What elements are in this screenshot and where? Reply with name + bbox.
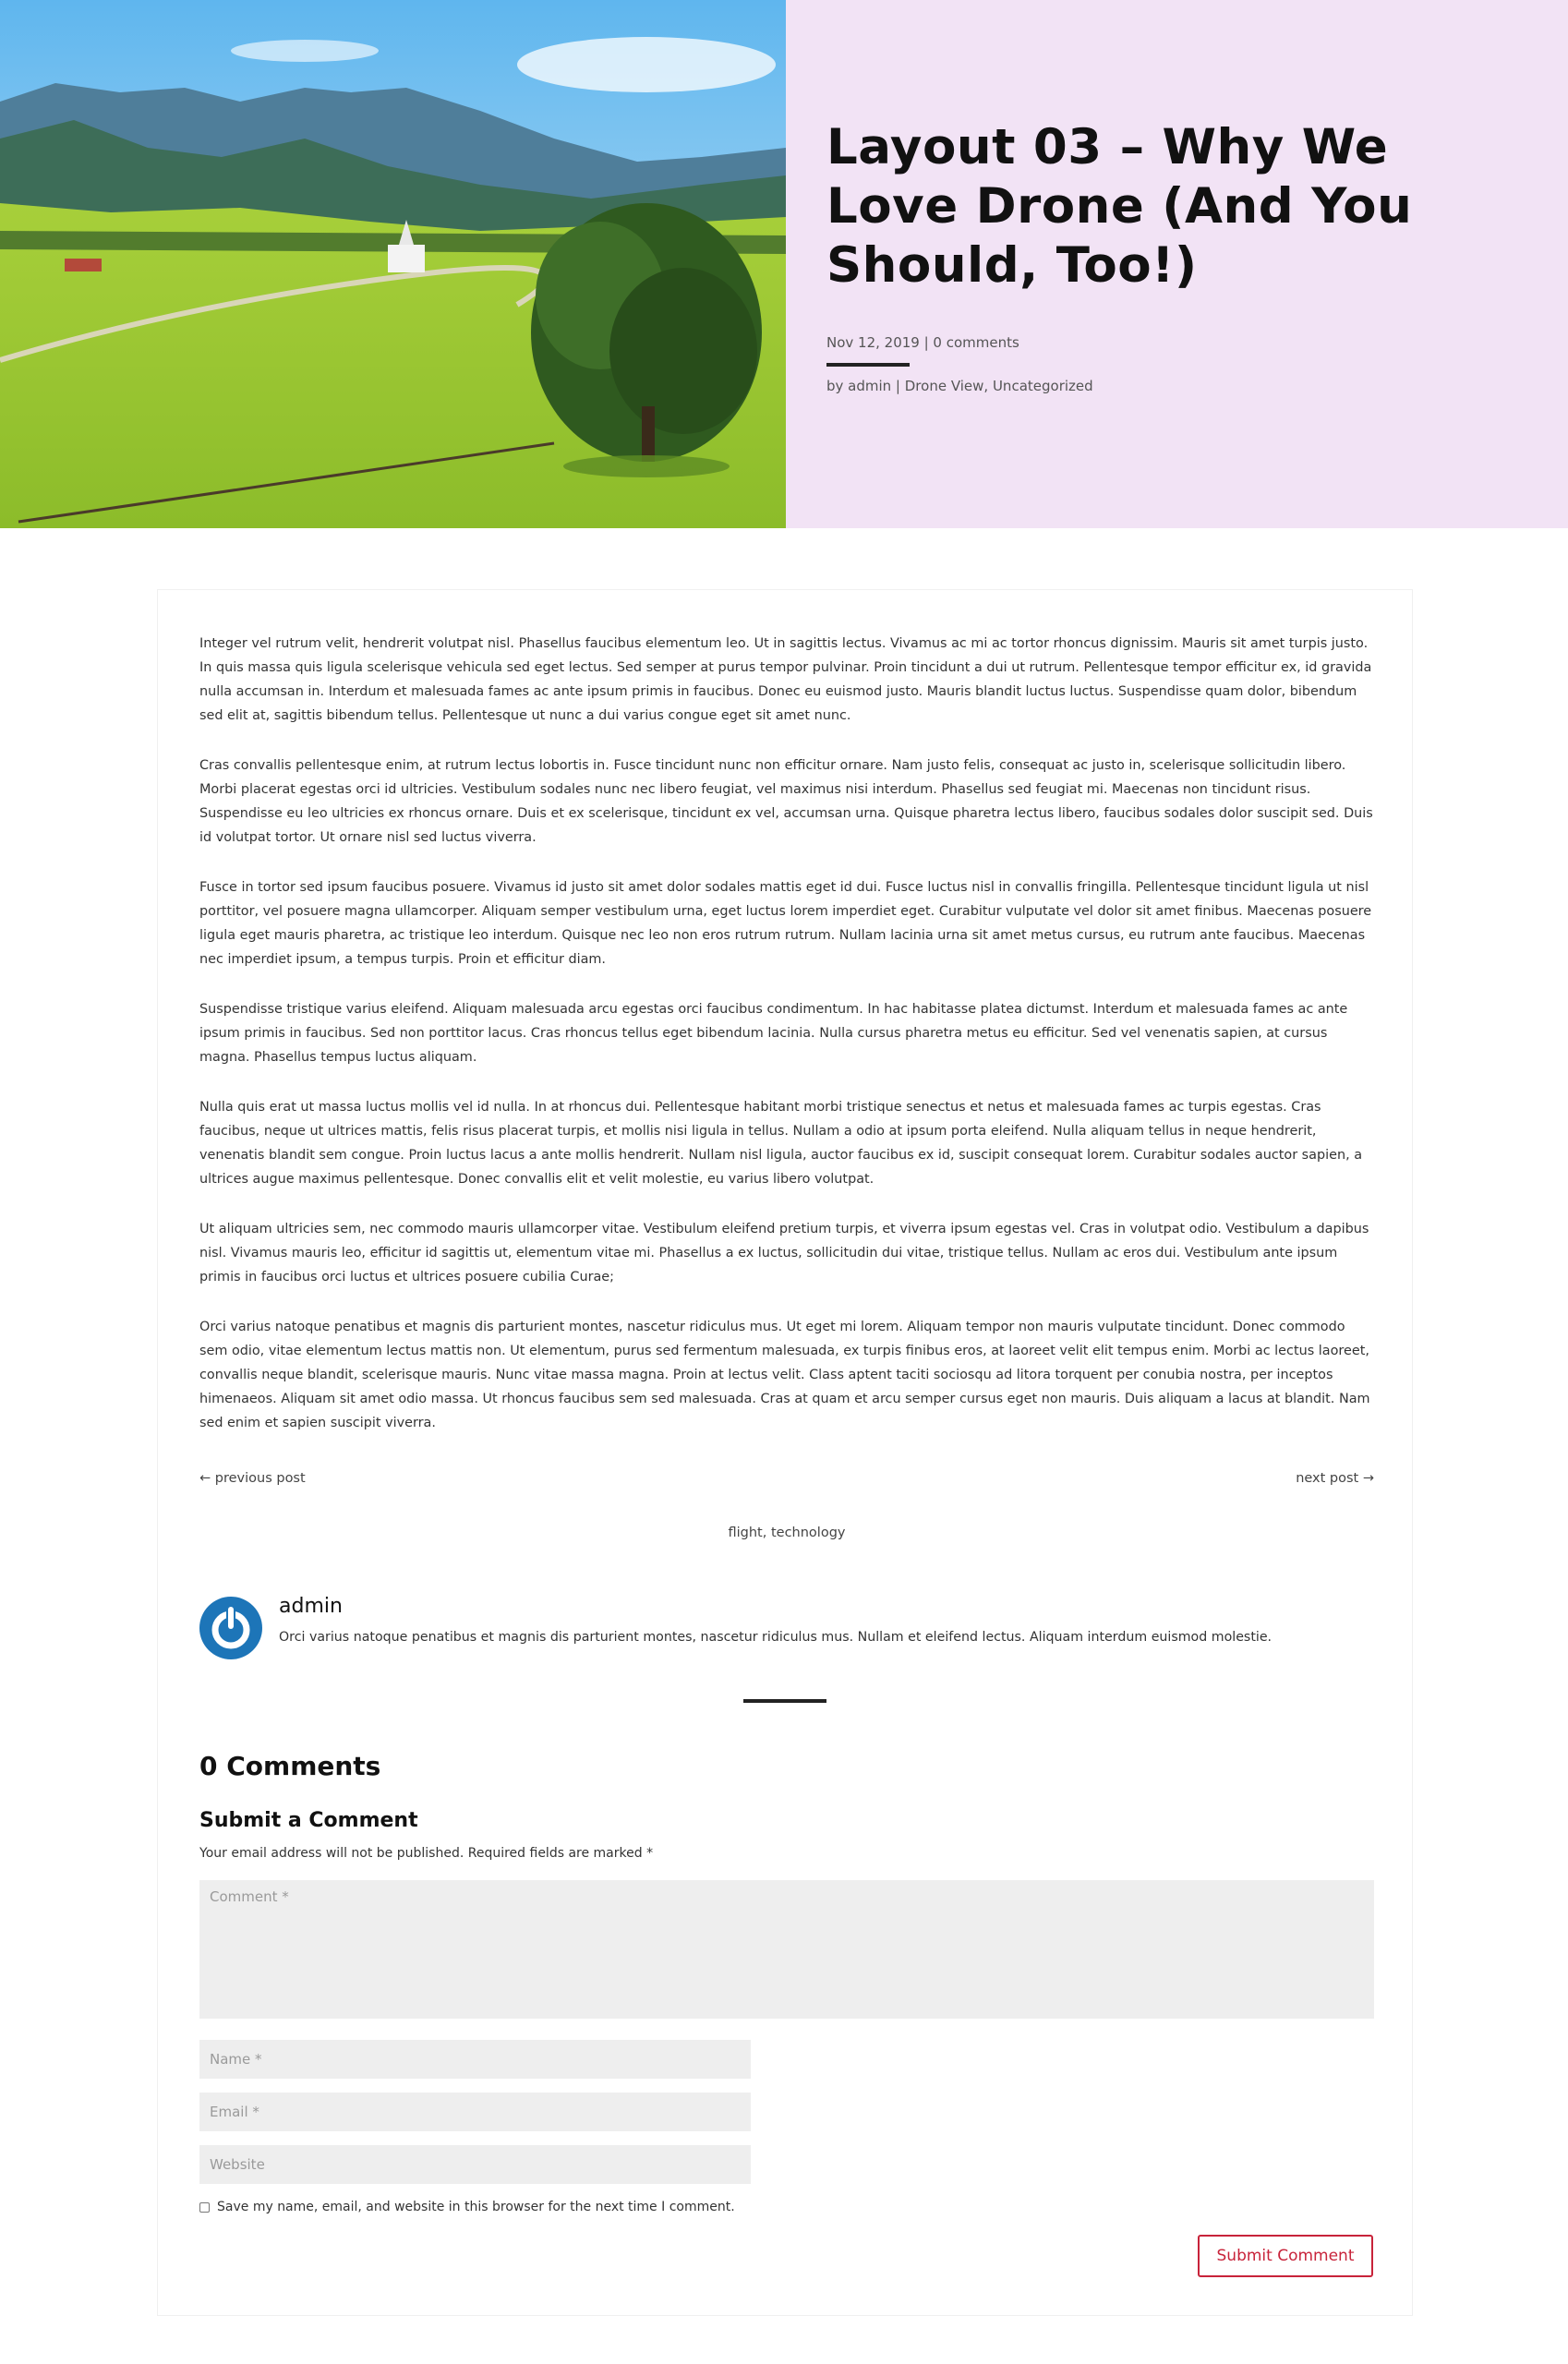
article-paragraph: Cras convallis pellentesque enim, at rutrum lectus lobortis in. Fusce tincidunt nunc non efficitur ornare. Nam justo felis, consequat ac justo in, scelerisque sollicitudin libero. Morbi placerat egestas orci id ultricies. Vestibulum sodales nunc nec libero feugiat, vel maximus nisi interdum. Phasellus sed feugiat mi. Maecenas non tincidunt risus. Suspendisse eu leo ultricies ex rhoncus ornare. Duis et ex scelerisque, tincidunt ex vel, accumsan urna. Quisque pharetra lectus libero, faucibus sodales dolor suscipit sed. Duis id volutpat tortor. Ut ornare nisl sed luctus viverra. [199,758,1373,845]
article-paragraph: Orci varius natoque penatibus et magnis dis parturient montes, nascetur ridiculus mus. Ut eget mi lorem. Aliquam tempor non mauris vulputate tincidunt. Donec commodo sem odio, vitae elementum lectus mattis non. Ut elementum, purus sed fermentum malesuada, ex turpis finibus eros, at laoreet velit elit tempus enim. Morbi ac lectus laoreet, convallis neque blandit, scelerisque mauris. Nunc vitae massa magna. Proin at lectus velit. Class aptent taciti sociosqu ad litora torquent per conubia nostra, per inceptos himenaeos. Aliquam sit amet odio massa. Ut rhoncus faucibus sem sed malesuada. Cras at quam et arcu semper cursus eget non mauris. Duis aliquam a lacus at blandit. Nam sed enim et sapien suscipit viverra. [199,1320,1370,1430]
comment-textarea[interactable] [199,1880,1374,2019]
post-title: Layout 03 – Why We Love Drone (And You Should, Too!) [826,119,1413,294]
author-bio: Orci varius natoque penatibus et magnis dis parturient montes, nascetur ridiculus mus. Nullam et eleifend lectus. Aliquam interdum euismod molestie. [279,1630,1272,1645]
comments-title: 0 Comments [199,1751,381,1781]
comment-notes: Your email address will not be published. Required fields are marked * [199,1846,654,1861]
article-body [199,632,1374,1461]
author-avatar-icon [199,1597,262,1659]
landscape-photo [0,0,786,528]
next-post-link[interactable]: next post → [1296,1471,1374,1486]
article-paragraph: Suspendisse tristique varius eleifend. Aliquam malesuada arcu egestas orci faucibus condimentum. In hac habitasse platea dictumst. Interdum et malesuada fames ac ante ipsum primis in faucibus. Sed non porttitor lacus. Cras rhoncus tellus eget bibendum lacinia. Nulla cursus pharetra metus eu efficitur. Sed vel venenatis sapien, at cursus magna. Phasellus tempus luctus aliquam. [199,1002,1348,1065]
submit-comment-button[interactable]: Submit Comment [1198,2235,1373,2277]
featured-image [0,0,786,528]
article-paragraph: Ut aliquam ultricies sem, nec commodo mauris ullamcorper vitae. Vestibulum eleifend pretium turpis, et viverra ipsum egestas vel. Cras in volutpat odio. Vestibulum a dapibus nisl. Vivamus mauris leo, efficitur id sagittis ut, elementum vitae mi. Phasellus a ex luctus, sollicitudin dui vitae, tristique tellus. Nullam ac eros dui. Vestibulum ante ipsum primis in faucibus orci luctus et ultrices posuere cubilia Curae; [199,1222,1369,1285]
email-field[interactable] [199,2093,751,2131]
website-field[interactable] [199,2145,751,2184]
consent-checkbox[interactable] [199,2202,210,2213]
name-field[interactable] [199,2040,751,2079]
title-divider [826,363,910,367]
post-content-card [157,589,1413,2316]
hero-title-panel [786,0,1568,528]
section-divider [743,1699,826,1703]
post-meta: Nov 12, 2019 | 0 comments [826,334,1019,351]
article-paragraph: Nulla quis erat ut massa luctus mollis vel id nulla. In at rhoncus dui. Pellentesque habitant morbi tristique senectus et netus et malesuada fames ac turpis egestas. Cras faucibus, neque ut ultrices mattis, felis risus placerat turpis, et mollis nisi ligula in tellus. Nullam a odio at ipsum porta eleifend. Nulla aliquam tellus in neque hendrerit, venenatis blandit sem congue. Proin luctus lacus a ante mollis hendrerit. Nullam nisl ligula, auctor faucibus ex id, suscipit consequat lorem. Curabitur sodales auctor sapien, a ultrices augue maximus pellentesque. Donec convallis elit et velit molestie, eu varius libero volutpat. [199,1100,1363,1187]
previous-post-link[interactable]: ← previous post [199,1471,306,1486]
consent-label: Save my name, email, and website in this browser for the next time I comment. [217,2200,735,2214]
post-hero [0,0,1568,528]
author-name: admin [279,1595,343,1618]
post-tags[interactable]: flight, technology [728,1526,846,1540]
post-navigation [199,1471,1374,1493]
save-info-consent[interactable] [199,2200,735,2214]
reply-title: Submit a Comment [199,1809,418,1832]
author-box [199,1595,1374,1669]
post-byline: by admin | Drone View, Uncategorized [826,378,1093,394]
article-paragraph: Integer vel rutrum velit, hendrerit volutpat nisl. Phasellus faucibus elementum leo. Ut in sagittis lectus. Vivamus ac mi ac tortor rhoncus dignissim. Mauris sit amet turpis justo. In quis massa quis ligula scelerisque vehicula sed eget lectus. Sed semper at purus tempor pulvinar. Proin tincidunt a dui ut rutrum. Pellentesque tempor efficitur ex, id gravida nulla accumsan in. Interdum et malesuada fames ac ante ipsum primis in faucibus. Donec eu euismod justo. Mauris blandit luctus luctus. Suspendisse quam dolor, bibendum sed elit at, sagittis bibendum tellus. Pellentesque ut nunc a dui varius congue eget sit amet nunc. [199,636,1372,723]
article-paragraph: Fusce in tortor sed ipsum faucibus posuere. Vivamus id justo sit amet dolor sodales mattis eget id dui. Fusce luctus nisl in convallis fringilla. Pellentesque tincidunt ligula ut nisl porttitor, vel posuere magna ullamcorper. Aliquam semper vestibulum urna, eget luctus lorem imperdiet eget. Curabitur vulputate vel dolor sit amet finibus. Maecenas posuere ligula eget mauris pharetra, ac tristique leo interdum. Quisque nec leo non eros rutrum rutrum. Nullam lacinia urna sit amet metus cursus, eu rutrum ante faucibus. Maecenas nec imperdiet ipsum, a tempus turpis. Proin et efficitur diam. [199,880,1372,967]
